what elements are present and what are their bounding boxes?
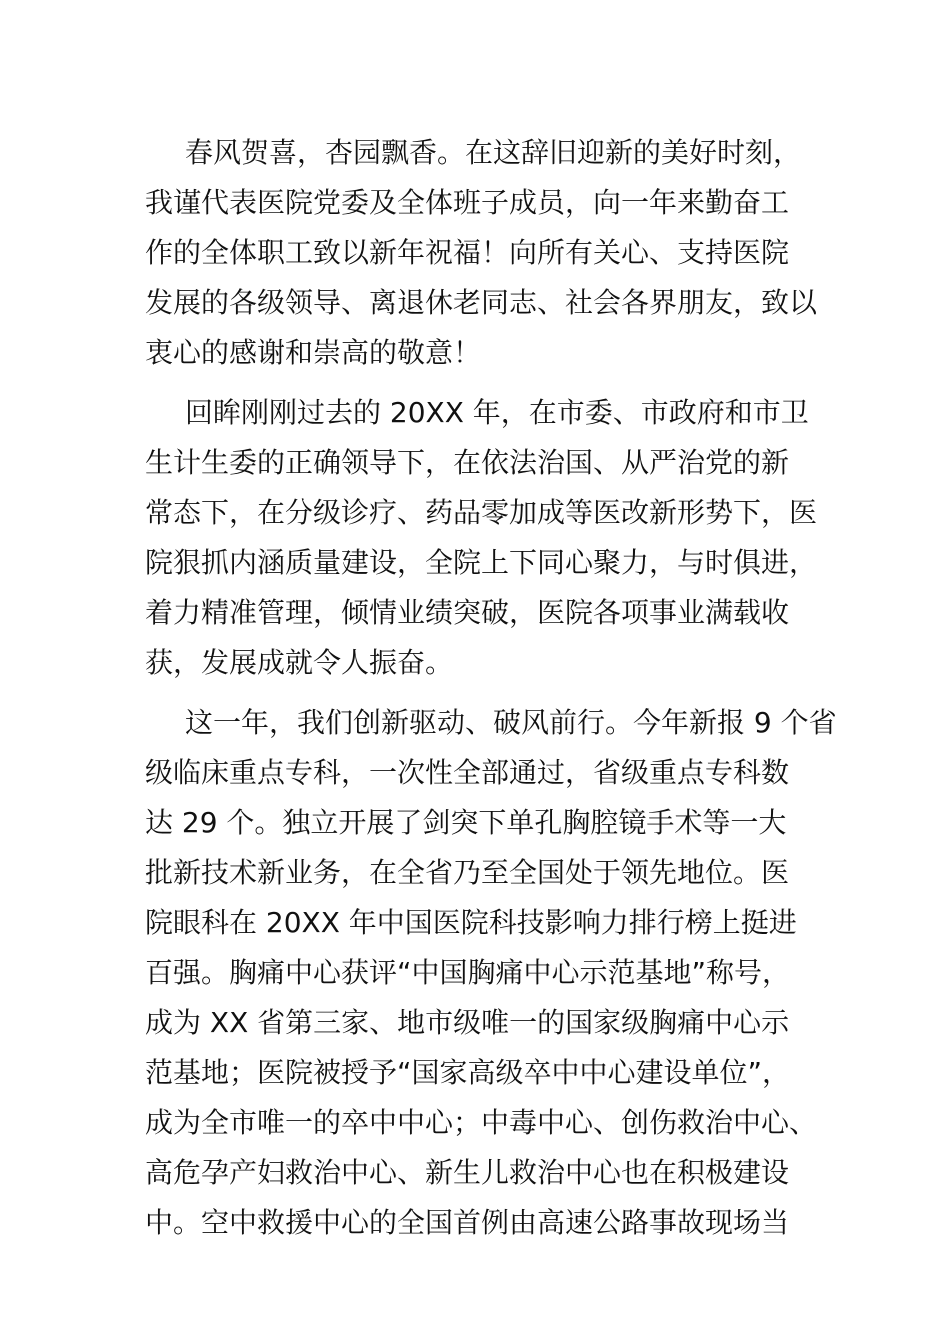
paragraph-line: 这一年，我们创新驱动、破风前行。今年新报 9 个省: [185, 706, 837, 739]
paragraph-line: 衷心的感谢和崇高的敬意！: [145, 336, 482, 369]
paragraph-spacer: [145, 688, 825, 698]
paragraph-line: 成为 XX 省第三家、地市级唯一的国家级胸痛中心示: [145, 1006, 790, 1039]
paragraph-line: 回眸刚刚过去的 20XX 年，在市委、市政府和市卫: [185, 396, 809, 429]
paragraph-line: 作的全体职工致以新年祝福！向所有关心、支持医院: [145, 236, 790, 269]
paragraph-3: [145, 698, 837, 1248]
paragraph-line: 达 29 个。独立开展了剑突下单孔胸腔镜手术等一大: [145, 806, 787, 839]
paragraph-line: 发展的各级领导、离退休老同志、社会各界朋友，致以: [145, 286, 818, 319]
paragraph-line: 高危孕产妇救治中心、新生儿救治中心也在积极建设: [145, 1156, 790, 1189]
paragraph-line: 百强。胸痛中心获评“中国胸痛中心示范基地”称号，: [145, 956, 791, 989]
paragraph-2: [145, 388, 825, 688]
paragraph-line: 级临床重点专科，一次性全部通过，省级重点专科数: [145, 756, 790, 789]
paragraph-line: 批新技术新业务，在全省乃至全国处于领先地位。医: [145, 856, 790, 889]
paragraph-line: 着力精准管理，倾情业绩突破，医院各项事业满载收: [145, 596, 790, 629]
paragraph-line: 院狠抓内涵质量建设，全院上下同心聚力，与时俱进，: [145, 546, 818, 579]
paragraph-line: 院眼科在 20XX 年中国医院科技影响力排行榜上挺进: [145, 906, 797, 939]
paragraph-line: 常态下，在分级诊疗、药品零加成等医改新形势下，医: [145, 496, 818, 529]
paragraph-spacer: [145, 378, 825, 388]
paragraph-line: 生计生委的正确领导下，在依法治国、从严治党的新: [145, 446, 790, 479]
paragraph-line: 成为全市唯一的卒中中心；中毒中心、创伤救治中心、: [145, 1106, 818, 1139]
paragraph-1: [145, 128, 825, 378]
document-body: [145, 128, 837, 1248]
paragraph-line: 范基地；医院被授予“国家高级卒中中心建设单位”，: [145, 1056, 791, 1089]
paragraph-line: 中。空中救援中心的全国首例由高速公路事故现场当: [145, 1206, 790, 1239]
paragraph-line: 我谨代表医院党委及全体班子成员，向一年来勤奋工: [145, 186, 790, 219]
paragraph-line: 获，发展成就令人振奋。: [145, 646, 454, 679]
paragraph-line: 春风贺喜，杏园飘香。在这辞旧迎新的美好时刻，: [185, 136, 802, 169]
